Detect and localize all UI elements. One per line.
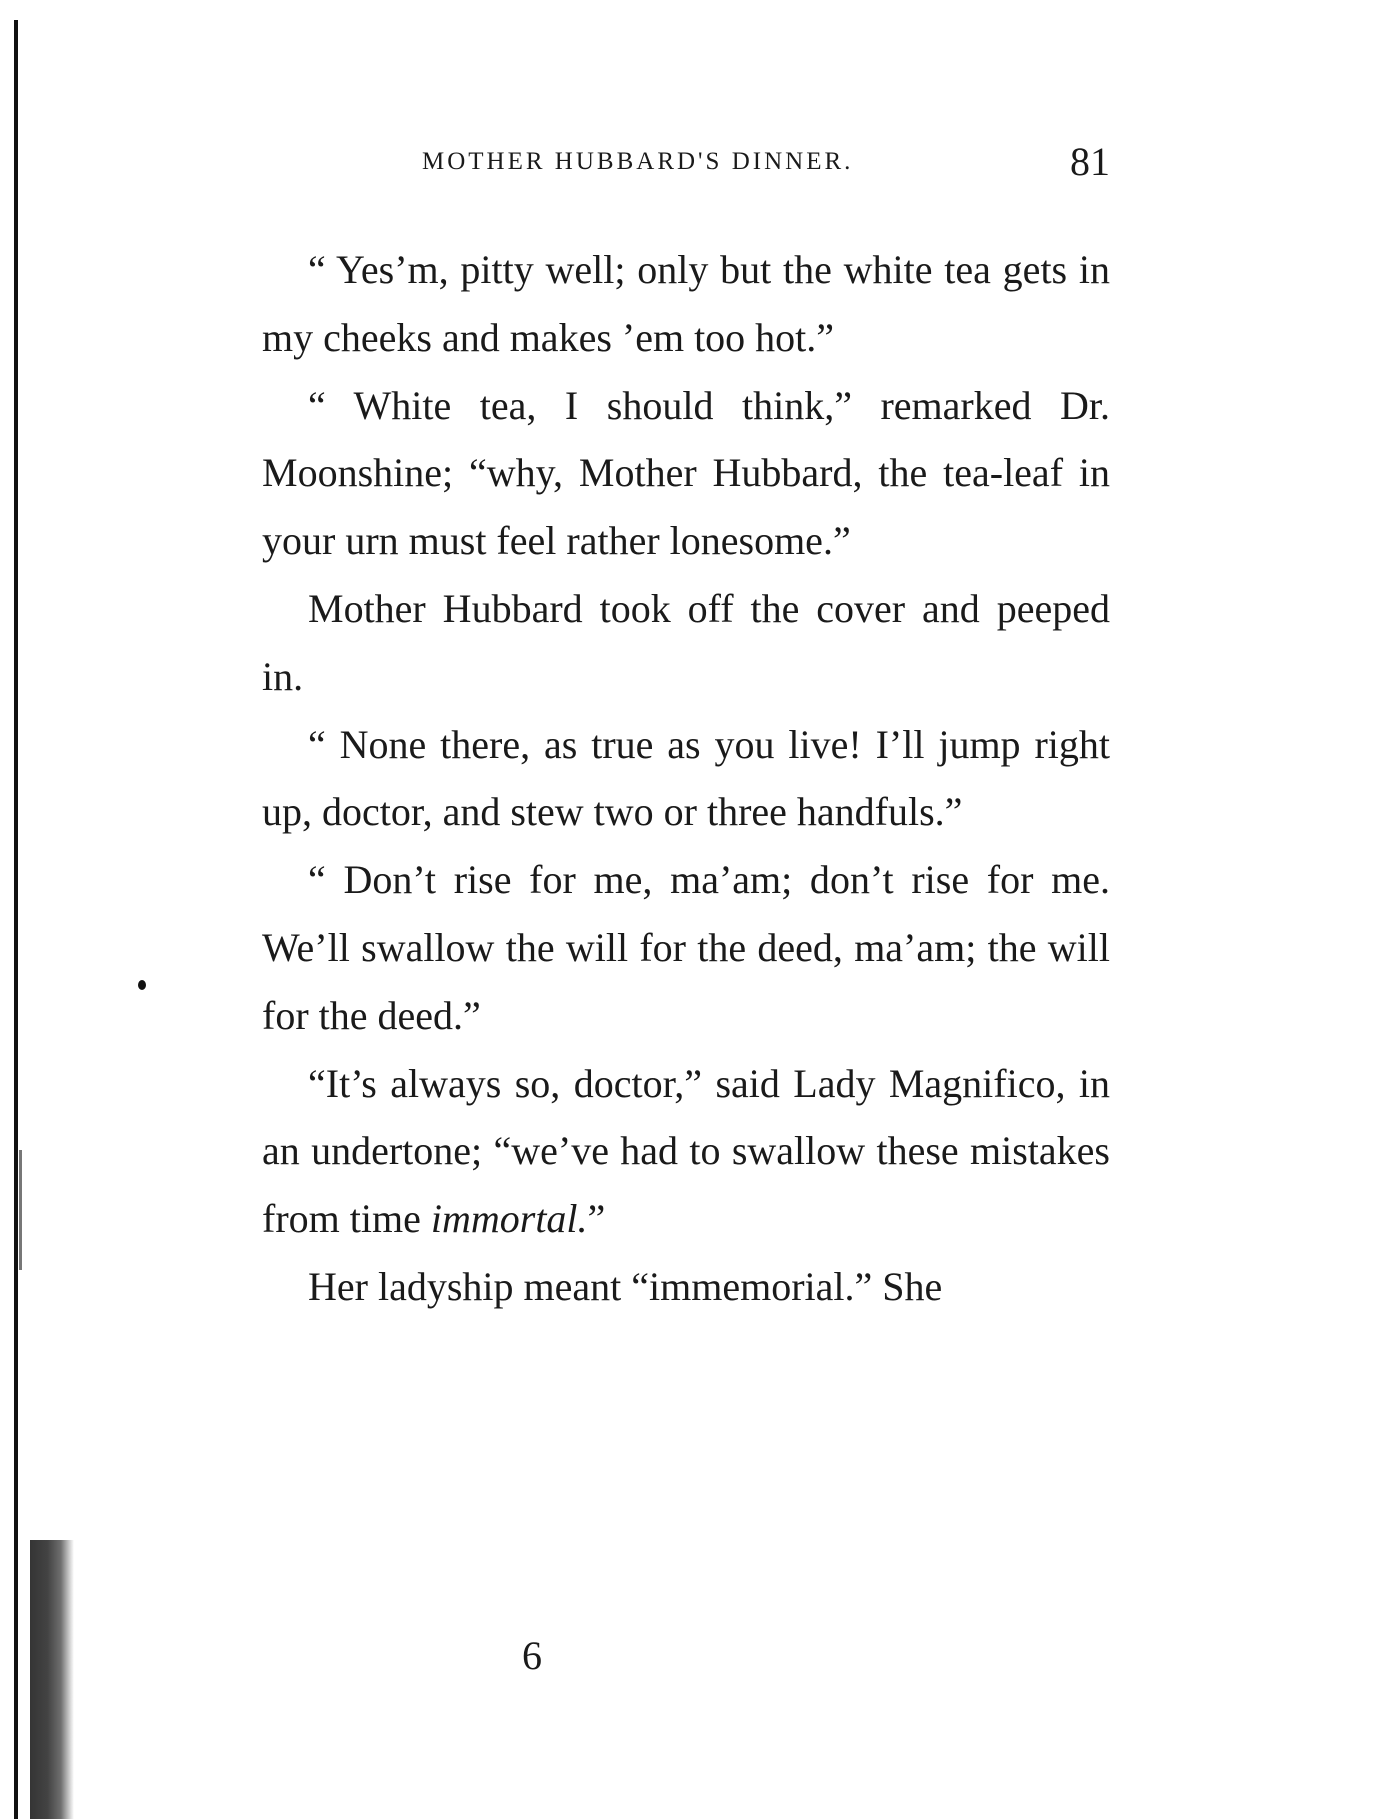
body-text — [262, 236, 1110, 1321]
paragraph: “ Don’t rise for me, ma’am; don’t rise for me. We’ll swallow the will for the deed, ma’am; the will for the deed.” — [262, 857, 1110, 1038]
italic-word: immortal. — [430, 1196, 588, 1242]
spine-scan-mark — [19, 1150, 22, 1270]
book-spine-edge — [14, 20, 18, 1819]
closing-quote: ” — [587, 1196, 606, 1242]
paragraph: Her ladyship meant “immemorial.” She — [308, 1263, 943, 1309]
signature-mark: 6 — [522, 1633, 542, 1678]
ink-speck — [138, 980, 146, 990]
paragraph-text: “It’s always so, doctor,” said Lady Magnifico, in an undertone; “we’ve had to swallow these mistakes from time — [262, 1060, 1110, 1242]
running-title: MOTHER HUBBARD'S DINNER. — [422, 148, 854, 175]
paragraph: “ Yes’m, pitty well; only but the white tea gets in my cheeks and makes ’em too hot.” — [262, 247, 1110, 360]
page-number: 81 — [1070, 139, 1110, 184]
paragraph: Mother Hubbard took off the cover and peeped in. — [262, 585, 1110, 699]
paragraph — [262, 1050, 1110, 1253]
paragraph: “ White tea, I should think,” remarked Dr. Moonshine; “why, Mother Hubbard, the tea-leaf in your urn must feel rather lonesome.” — [262, 382, 1110, 564]
paragraph: “ None there, as true as you live! I’ll jump right up, doctor, and stew two or three handfuls.” — [262, 721, 1110, 835]
spine-scan-shadow — [30, 1540, 74, 1819]
running-head — [262, 138, 1110, 184]
